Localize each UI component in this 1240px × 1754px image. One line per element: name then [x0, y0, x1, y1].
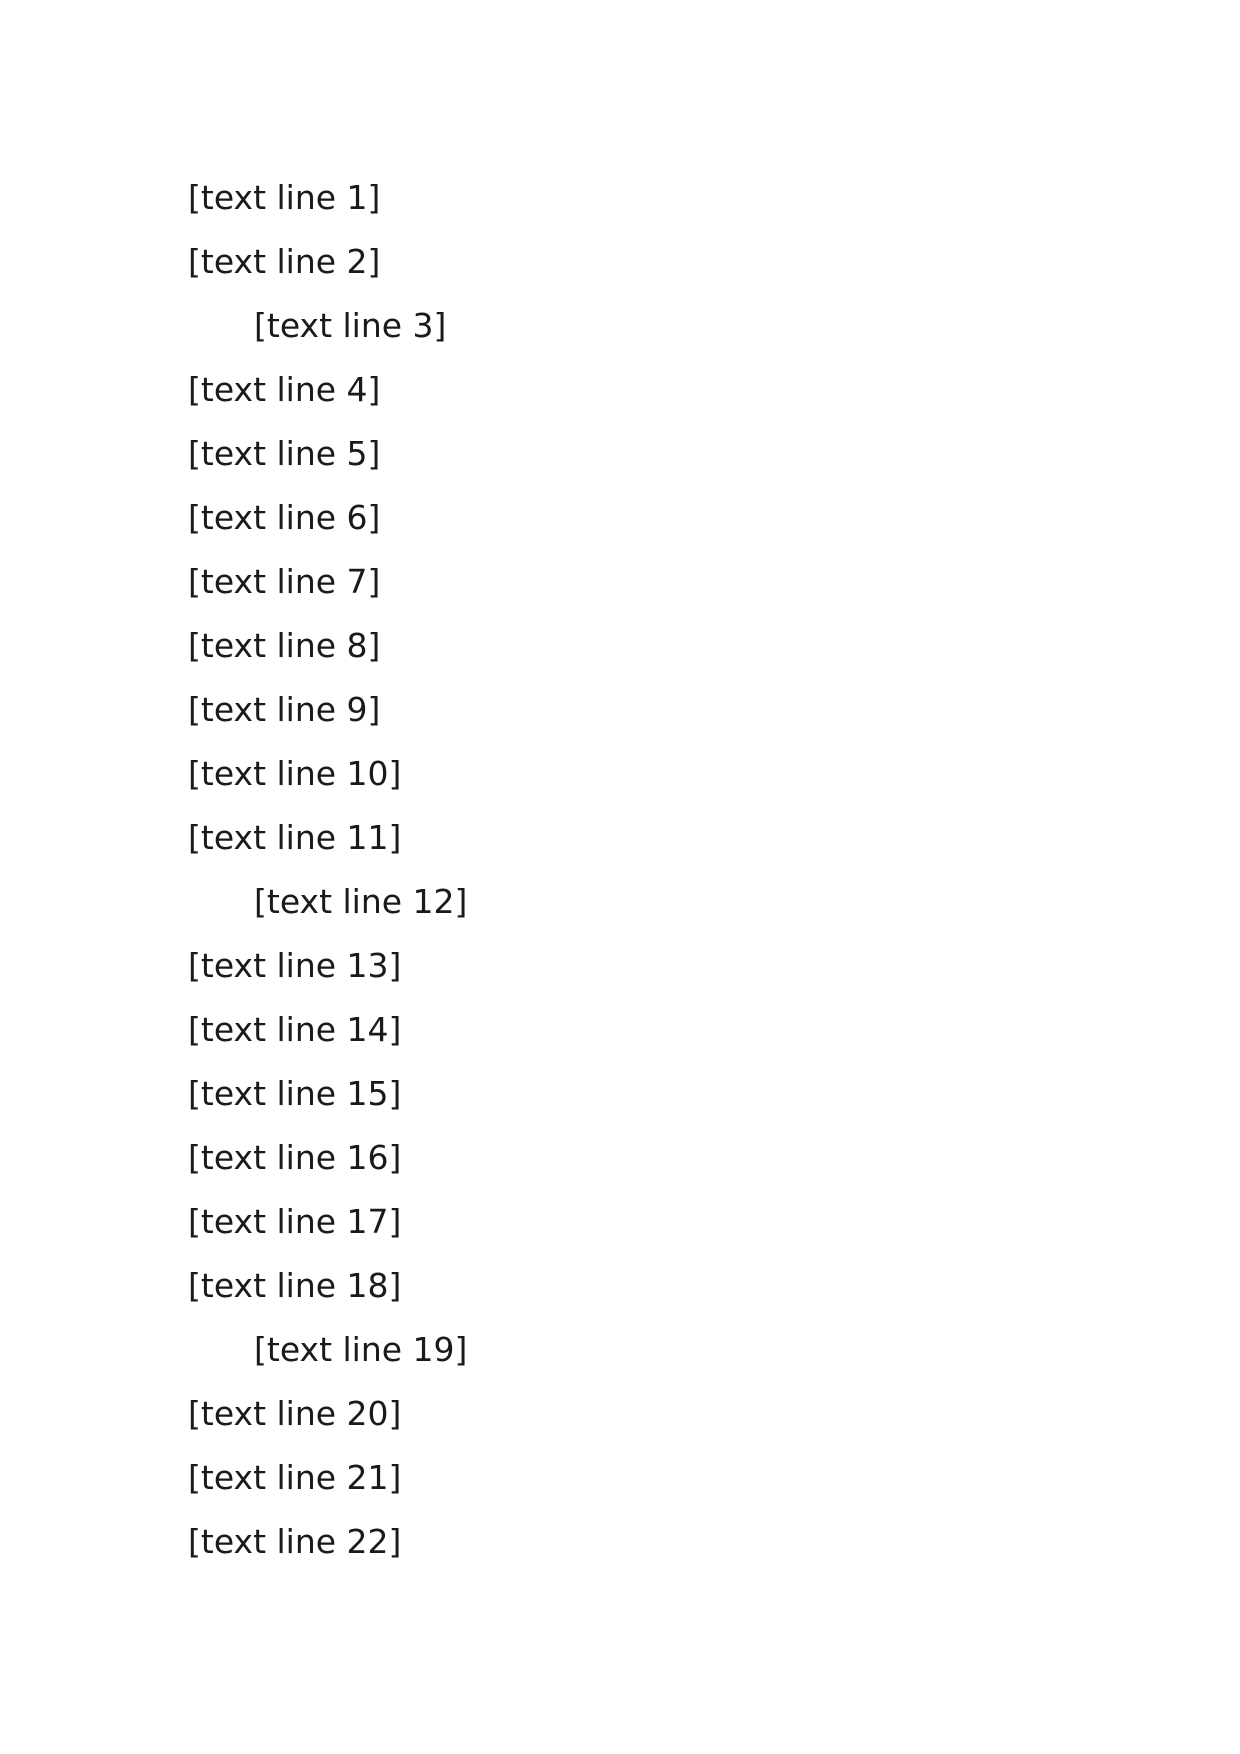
paragraph [188, 294, 1058, 870]
text-line: [text line 16] [188, 1138, 402, 1177]
text-line: [text line 10] [188, 754, 402, 793]
paragraph [188, 1318, 1058, 1574]
text-line: [text line 15] [188, 1074, 402, 1113]
text-line: [text line 2] [188, 242, 381, 281]
text-line: [text line 13] [188, 946, 402, 985]
text-line: [text line 4] [188, 370, 381, 409]
text-line: [text line 18] [188, 1266, 402, 1305]
text-line: [text line 8] [188, 626, 381, 665]
text-line: [text line 11] [188, 818, 402, 857]
text-line: [text line 5] [188, 434, 381, 473]
paragraph [188, 870, 1058, 1318]
text-line: [text line 12] [254, 882, 468, 921]
text-line: [text line 6] [188, 498, 381, 537]
text-line: [text line 17] [188, 1202, 402, 1241]
text-line: [text line 21] [188, 1458, 402, 1497]
text-line: [text line 1] [188, 178, 381, 217]
paragraph [188, 166, 1058, 294]
text-line: [text line 14] [188, 1010, 402, 1049]
text-line: [text line 7] [188, 562, 381, 601]
text-line: [text line 19] [254, 1330, 468, 1369]
text-line: [text line 22] [188, 1522, 402, 1561]
body-text [188, 166, 1058, 1574]
text-line: [text line 9] [188, 690, 381, 729]
text-line: [text line 20] [188, 1394, 402, 1433]
text-line: [text line 3] [254, 306, 447, 345]
